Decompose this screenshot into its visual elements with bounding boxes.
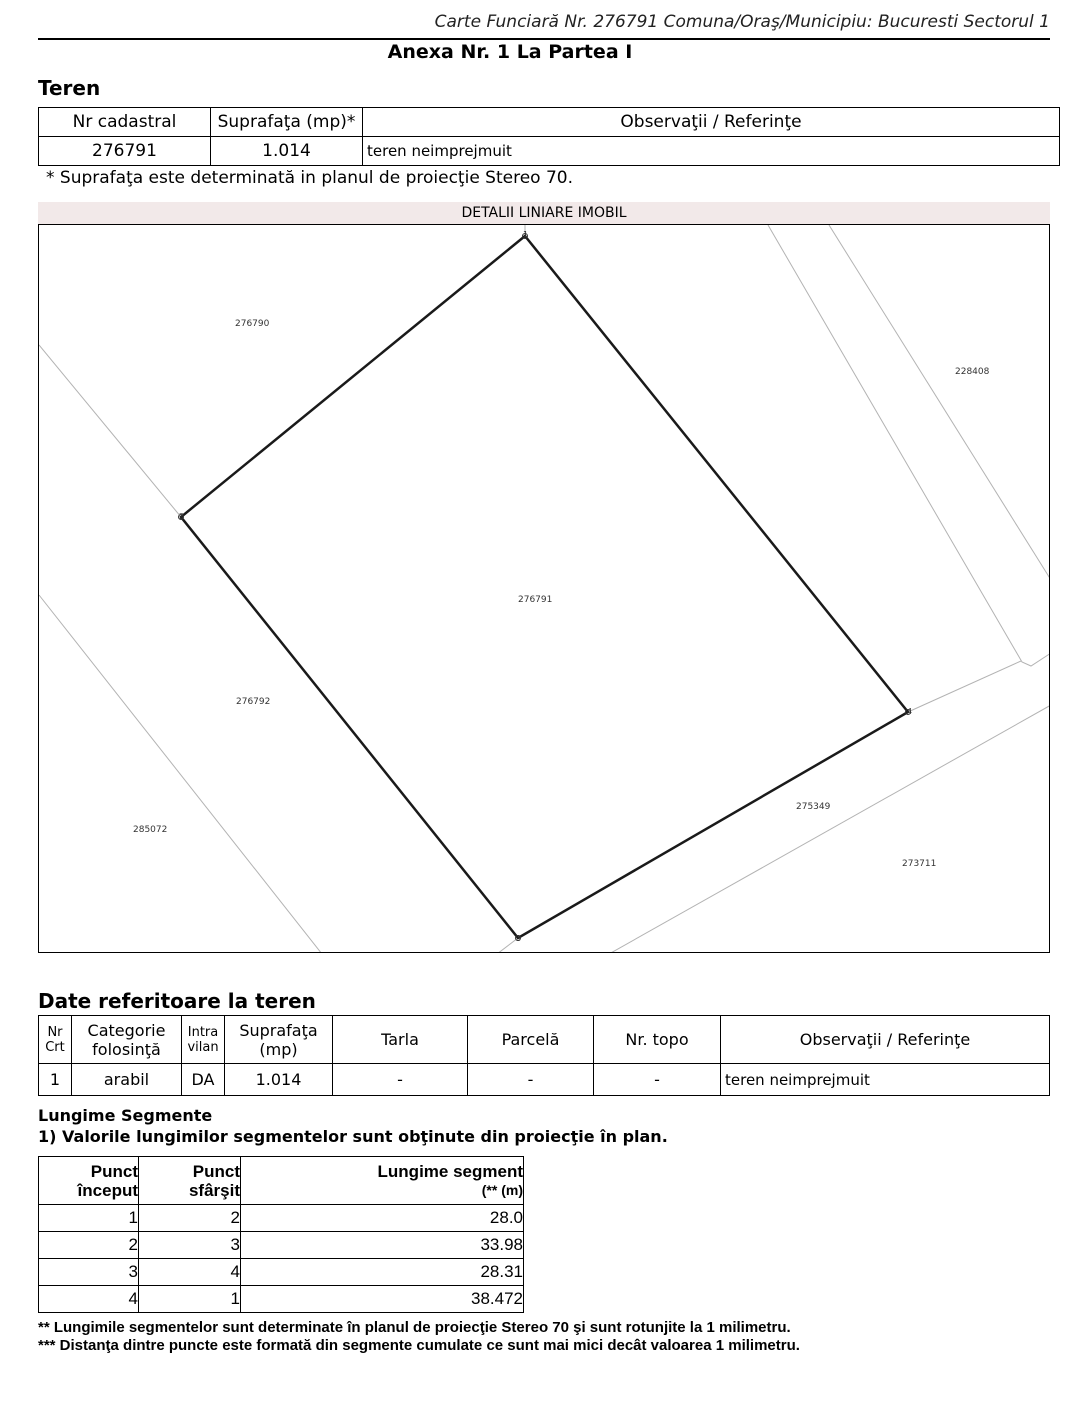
teren-header-row (39, 108, 1060, 137)
point-label-1: 1 (523, 230, 529, 239)
date-teren-title: Date referitoare la teren (38, 989, 316, 1013)
segment-start: 4 (39, 1286, 139, 1313)
point-label-3: 3 (516, 934, 522, 943)
neighbor-273711: 273711 (902, 859, 937, 869)
col-suprafata: Suprafaţa (mp)* (211, 108, 363, 137)
segment-start: 2 (39, 1232, 139, 1259)
date-teren-header-row (39, 1016, 1050, 1064)
col-observatii-ref: Observaţii / Referinţe (721, 1016, 1050, 1064)
segment-row (39, 1232, 524, 1259)
teren-title: Teren (38, 76, 101, 100)
segment-row (39, 1286, 524, 1313)
col-lungime-segment (241, 1157, 524, 1205)
suprafata-note: * Suprafaţa este determinată in planul de proiecţie Stereo 70. (46, 168, 574, 188)
col-nr-topo: Nr. topo (594, 1016, 721, 1064)
boundary-line (497, 938, 518, 953)
col-observatii: Observaţii / Referinţe (363, 108, 1060, 137)
intravilan-value: DA (182, 1064, 225, 1096)
point-label-4: 4 (907, 707, 913, 716)
anexa-title: Anexa Nr. 1 La Partea I (387, 41, 633, 63)
neighbor-275349: 275349 (796, 802, 831, 812)
segment-row (39, 1205, 524, 1232)
col-parcela: Parcelă (468, 1016, 594, 1064)
plan-drawing (39, 225, 1050, 953)
segment-length: 33.98 (241, 1232, 524, 1259)
lungime-unit: (** (m) (481, 1181, 523, 1198)
cadastral-plan (38, 224, 1050, 953)
col-suprafata-mp: Suprafaţa (mp) (225, 1016, 333, 1064)
date-teren-table (38, 1015, 1050, 1096)
boundary-line (39, 345, 181, 517)
header-divider (38, 38, 1050, 40)
lungime-segmente-title: Lungime Segmente (38, 1106, 213, 1125)
neighbor-276792: 276792 (236, 697, 271, 707)
suprafata-mp-value: 1.014 (225, 1064, 333, 1096)
neighbor-boundaries (39, 225, 1050, 953)
teren-table (38, 107, 1060, 166)
segmente-header-row (39, 1157, 524, 1205)
parcela-value: - (468, 1064, 594, 1096)
segment-start: 1 (39, 1205, 139, 1232)
carte-funciara-header: Carte Funciară Nr. 276791 Comuna/Oraş/Municipiu: Bucuresti Sectorul 1 (434, 12, 1050, 32)
segment-length: 28.0 (241, 1205, 524, 1232)
boundary-line (39, 595, 322, 953)
parcel-boundary (181, 236, 908, 938)
lungime-segmente-subtitle: 1) Valorile lungimilor segmentelor sunt obţinute din proiecţie în plan. (38, 1127, 668, 1146)
teren-data-row (39, 137, 1060, 166)
segment-start: 3 (39, 1259, 139, 1286)
lungime-segment-label: Lungime segment (377, 1161, 523, 1181)
segment-end: 1 (139, 1286, 241, 1313)
col-categorie: Categorie folosinţă (72, 1016, 182, 1064)
plan-title-bar: DETALII LINIARE IMOBIL (38, 202, 1050, 224)
boundary-line (609, 705, 1050, 953)
boundary-line (908, 661, 1021, 712)
date-teren-data-row (39, 1064, 1050, 1096)
col-intravilan: Intra vilan (182, 1016, 225, 1064)
observatii-ref-value: teren neimprejmuit (721, 1064, 1050, 1096)
col-tarla: Tarla (333, 1016, 468, 1064)
segment-length: 38.472 (241, 1286, 524, 1313)
segmente-note-rotunjire: ** Lungimile segmentelor sunt determinate în planul de proiecţie Stereo 70 şi sunt rotunjite la 1 milimetru. (38, 1319, 791, 1336)
neighbor-276790: 276790 (235, 319, 270, 329)
segment-end: 4 (139, 1259, 241, 1286)
tarla-value: - (333, 1064, 468, 1096)
parcel-number: 276791 (518, 595, 553, 605)
col-punct-inceput: Punct început (39, 1157, 139, 1205)
segmente-table (38, 1156, 524, 1313)
col-nr-crt: Nr Crt (39, 1016, 72, 1064)
col-punct-sfarsit: Punct sfârşit (139, 1157, 241, 1205)
segmente-note-distanta: *** Distanţa dintre puncte este formată din segmente cumulate ce sunt mai mici decât valoarea 1 milimetru. (38, 1337, 800, 1354)
nr-cadastral-value: 276791 (39, 137, 211, 166)
neighbor-285072: 285072 (133, 825, 168, 835)
segment-row (39, 1259, 524, 1286)
segment-end: 3 (139, 1232, 241, 1259)
segment-length: 28.31 (241, 1259, 524, 1286)
observatii-value: teren neimprejmuit (363, 137, 1060, 166)
nr-crt-value: 1 (39, 1064, 72, 1096)
suprafata-value: 1.014 (211, 137, 363, 166)
point-label-2: 2 (179, 512, 185, 521)
col-nr-cadastral: Nr cadastral (39, 108, 211, 137)
neighbor-228408: 228408 (955, 367, 990, 377)
categorie-value: arabil (72, 1064, 182, 1096)
nr-topo-value: - (594, 1064, 721, 1096)
boundary-line (768, 225, 1050, 666)
boundary-line (829, 225, 1050, 580)
segment-end: 2 (139, 1205, 241, 1232)
